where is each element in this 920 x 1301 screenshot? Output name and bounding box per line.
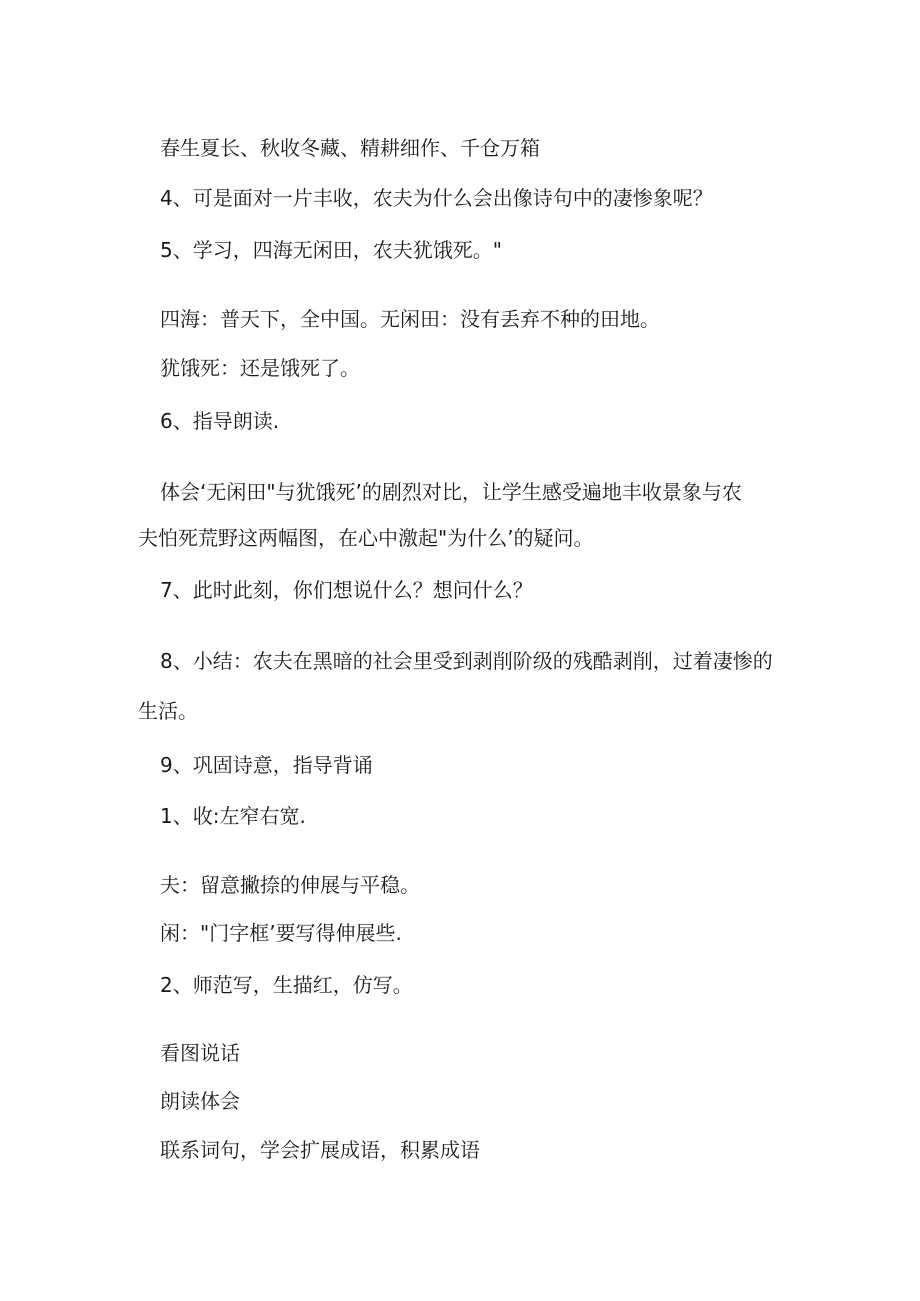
text-line-idiom-practice: 联系词句，学会扩展成语，积累成语 bbox=[160, 1138, 480, 1162]
text-line-idioms: 春生夏长、秋收冬藏、精耕细作、千仓万箱 bbox=[160, 136, 540, 160]
text-line-char-xian: 闲："门字框’要写得伸展些. bbox=[160, 921, 402, 945]
text-line-contrast-1: 体会‘无闲田"与犹饿死’的剧烈对比，让学生感受遍地丰收景象与农 bbox=[160, 480, 742, 504]
text-line-writing-2: 2、师范写，生描红，仿写。 bbox=[160, 973, 413, 997]
text-line-picture-talk: 看图说话 bbox=[160, 1041, 240, 1065]
text-line-char-fu: 夫：留意撇捺的伸展与平稳。 bbox=[160, 873, 420, 897]
text-line-reading-6: 6、指导朗读. bbox=[160, 409, 280, 433]
text-line-char-shou: 1、收:左窄右宽. bbox=[160, 804, 306, 828]
text-line-contrast-2: 夫怕死荒野这两幅图，在心中激起"为什么’的疑问。 bbox=[138, 526, 594, 550]
text-line-question-4: 4、可是面对一片丰收，农夫为什么会出像诗句中的凄惨象呢？ bbox=[160, 186, 713, 210]
text-line-recite-9: 9、巩固诗意，指导背诵 bbox=[160, 753, 373, 777]
text-line-read-aloud: 朗读体会 bbox=[160, 1089, 240, 1113]
text-line-study-5: 5、学习，四海无闲田，农夫犹饿死。" bbox=[160, 238, 502, 262]
text-line-definition-sihai: 四海：普天下，全中国。无闲田：没有丢弃不种的田地。 bbox=[160, 307, 660, 331]
text-line-summary-8-cont: 生活。 bbox=[138, 699, 198, 723]
text-line-question-7: 7、此时此刻，你们想说什么？想问什么？ bbox=[160, 578, 533, 602]
text-line-definition-youesi: 犹饿死：还是饿死了。 bbox=[160, 356, 360, 380]
text-line-summary-8: 8、小结：农夫在黑暗的社会里受到剥削阶级的残酷剥削，过着凄惨的 bbox=[160, 649, 773, 673]
